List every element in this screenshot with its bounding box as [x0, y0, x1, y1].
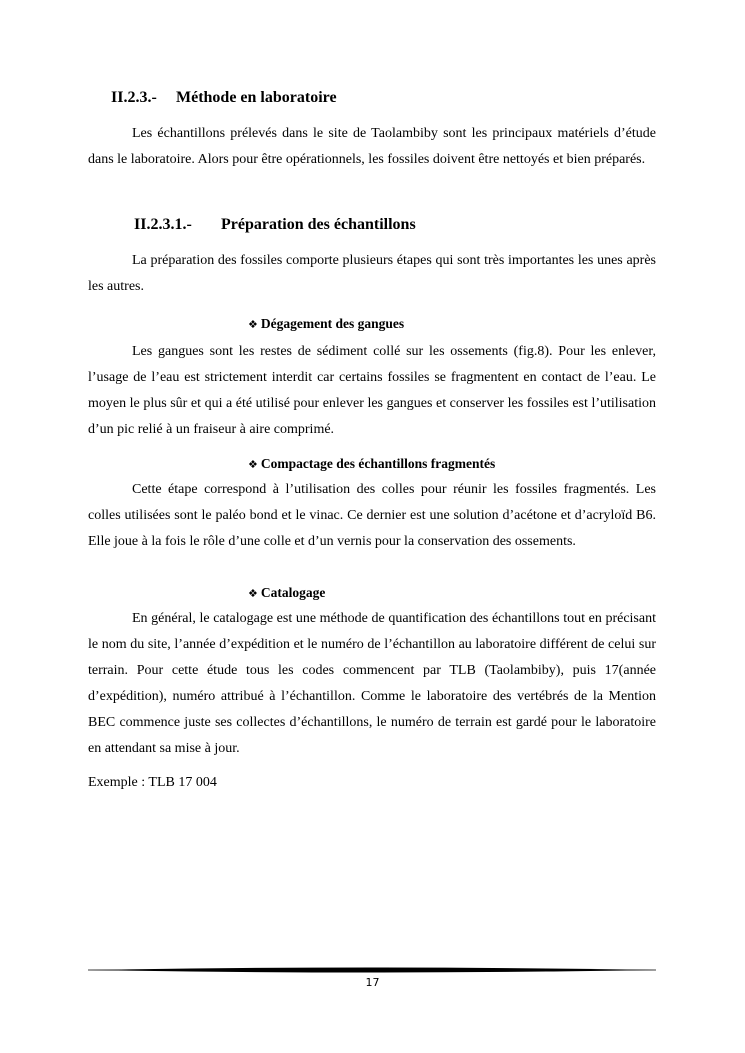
- example-code: Exemple : TLB 17 004: [88, 775, 217, 790]
- section-intro-text: Les échantillons prélevés dans le site de Taolambiby sont les principaux matériels d’étude dans le laboratoire. Alors pour être opérationnels, les fossiles doivent être nettoyés et bien préparés.: [88, 126, 656, 167]
- subsection-number: II.2.3.1.-: [134, 216, 192, 233]
- section-heading: [111, 89, 337, 107]
- step-text: Les gangues sont les restes de sédiment collé sur les ossements (fig.8). Pour les enlever, l’usage de l’eau est strictement interdit car certains fossiles se fragmentent en contact de l’eau. Le moyen le plus sûr et qui a été utilisé pour enlever les gangues et conserver les fossiles est l’utilisation d’un pic relié à un fraiseur à aire comprimé.: [88, 344, 656, 437]
- footer-divider: [88, 966, 656, 974]
- step-title: Catalogage: [260, 585, 326, 600]
- step-heading-compactage: [248, 456, 495, 472]
- subsection-intro-paragraph: [88, 248, 656, 300]
- page-number: 17: [365, 976, 380, 989]
- step-paragraph-compactage: [88, 477, 656, 555]
- subsection-intro-text: La préparation des fossiles comporte plusieurs étapes qui sont très importantes les unes après les autres.: [88, 253, 656, 294]
- section-number: II.2.3.-: [111, 89, 157, 106]
- step-title: Compactage des échantillons fragmentés: [260, 456, 496, 471]
- step-paragraph-catalogage: [88, 606, 656, 762]
- step-text: Cette étape correspond à l’utilisation des colles pour réunir les fossiles fragmentés. Les colles utilisées sont le paléo bond et le vinac. Ce dernier est une solution d’acétone et d’acryloïd B6. Elle joue à la fois le rôle d’une colle et d’un vernis pour la conservation des ossements.: [88, 482, 656, 549]
- diamond-bullet-icon: ❖: [248, 587, 258, 600]
- subsection-title: Préparation des échantillons: [221, 216, 416, 233]
- subsection-heading: [134, 216, 416, 234]
- step-text: En général, le catalogage est une méthode de quantification des échantillons tout en précisant le nom du site, l’année d’expédition et le numéro de l’échantillon au laboratoire différent de celui sur terrain. Pour cette étude tous les codes commencent par TLB (Taolambiby), puis 17(année d’expédition), numéro attribué à l’échantillon. Comme le laboratoire des vertébrés de la Mention BEC commence juste ses collectes d’échantillons, le numéro de terrain est gardé pour le laboratoire en attendant sa mise à jour.: [88, 611, 656, 756]
- step-heading-catalogage: [248, 585, 325, 601]
- diamond-bullet-icon: ❖: [248, 458, 258, 471]
- section-intro-paragraph: [88, 121, 656, 173]
- diamond-bullet-icon: ❖: [248, 318, 258, 331]
- step-title: Dégagement des gangues: [260, 316, 405, 331]
- section-title: Méthode en laboratoire: [176, 89, 337, 106]
- step-paragraph-degagement: [88, 339, 656, 443]
- step-heading-degagement: [248, 316, 404, 332]
